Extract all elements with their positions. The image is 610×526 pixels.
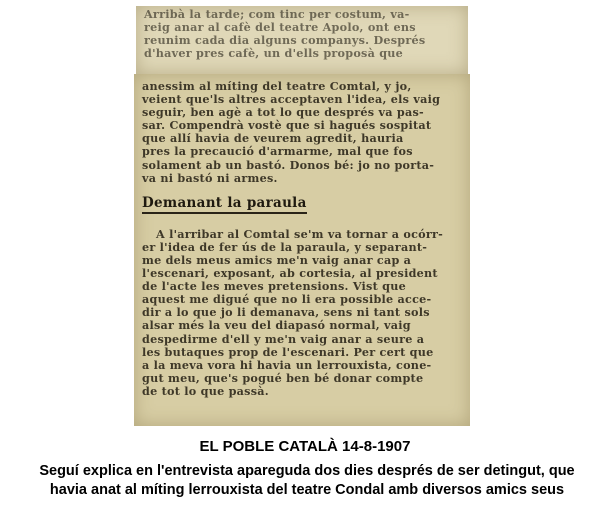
- clipping-line: pres la precaució d'armarme, mal que fos: [142, 144, 413, 159]
- clipping-line: a la meva vora hi havia un lerrouxista, cone-: [142, 357, 432, 372]
- clipping-line: de tot lo que passà.: [142, 383, 269, 398]
- clipping-line: me dels meus amics me'n vaig anar cap a: [142, 252, 412, 267]
- clipping-line: l'escenari, exposant, ab cortesia, al president: [142, 266, 438, 281]
- clipping-line: despedirme d'ell y me'n vaig anar a seure a: [142, 331, 425, 346]
- clipping-line: A l'arribar al Comtal se'm va tornar a ocórr-: [156, 226, 444, 241]
- caption-line: havia anat al míting lerrouxista del teatre Condal amb diversos amics seus: [49, 482, 565, 498]
- clipping-line: que allí havia de veurem agredit, hauria: [142, 131, 404, 146]
- clipping-line: reunim cada dia alguns companys. Després: [144, 33, 426, 48]
- clipping-line: va ni bastó ni armes.: [142, 170, 278, 185]
- caption-title: EL POBLE CATALÀ 14-8-1907: [199, 438, 411, 455]
- clipping-line: alsar més la veu del diapasó normal, vaig: [142, 318, 411, 333]
- clipping-line: aquest me digué que no li era possible acce-: [142, 292, 432, 307]
- clipping-line: dir a lo que jo li demanava, sens ni tant sols: [142, 305, 430, 320]
- clipping-line: d'haver pres cafè, un d'ells proposà que: [144, 46, 404, 61]
- clipping-main-fragment: [134, 74, 470, 426]
- clipping-section-heading: Demanant la paraula: [142, 195, 307, 214]
- clipping-line: er l'idea de fer ús de la paraula, y separant-: [142, 239, 428, 254]
- caption-text: [12, 462, 602, 500]
- clipping-top-text: [136, 6, 468, 60]
- clipping-line: reig anar al cafè del teatre Apolo, ont ens: [144, 20, 416, 35]
- clipping-line: les butaques prop de l'escenari. Per cert que: [142, 344, 434, 359]
- clipping-top-fragment: [136, 6, 468, 74]
- clipping-line: veient que'ls altres acceptaven l'idea, els vaig: [142, 92, 441, 107]
- clipping-section-text: [134, 228, 470, 398]
- clipping-body-text: [134, 74, 470, 185]
- clipping-line: anessim al míting del teatre Comtal, y jo,: [142, 79, 412, 93]
- clipping-line: de l'acte les meves pretensions. Vist que: [142, 279, 406, 294]
- clipping-line: gut meu, que's pogué ben bé donar compte: [142, 370, 424, 385]
- clipping-line: solament ab un bastó. Donos bé: jo no porta-: [142, 157, 435, 172]
- caption-line: Seguí explica en l'entrevista apareguda dos dies després de ser detingut, que: [39, 463, 575, 479]
- clipping-line: Arribà la tarde; com tinc per costum, va-: [144, 7, 410, 21]
- clipping-line: seguir, ben agè a tot lo que després va pas-: [142, 105, 424, 120]
- clipping-line: sar. Compendrà vostè que si hagués sospitat: [142, 118, 432, 133]
